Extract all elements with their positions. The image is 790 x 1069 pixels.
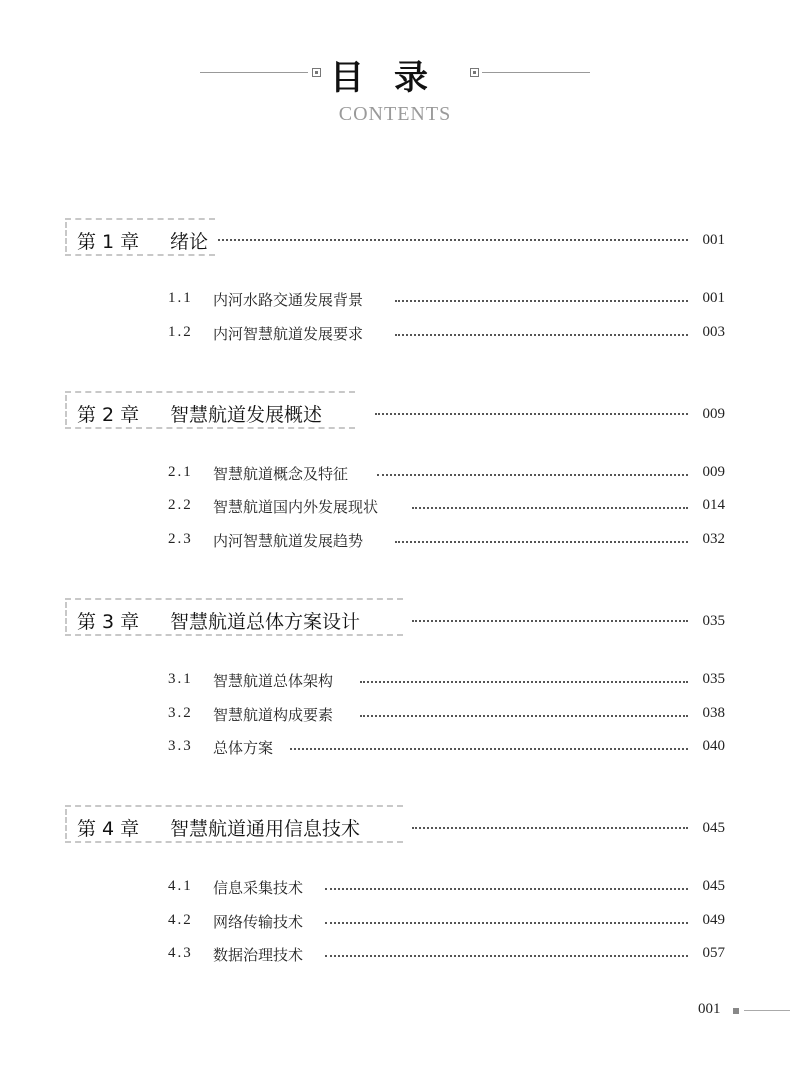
section-1-1-title: 内河水路交通发展背景: [213, 291, 364, 309]
section-2-1-number: 2.1: [168, 464, 193, 480]
chapter-2-leader: [375, 413, 688, 415]
section-2-2-number: 2.2: [168, 497, 193, 513]
chapter-3-number: 第 3 章: [77, 611, 140, 633]
section-4-1-page: 045: [702, 878, 725, 894]
chapter-1-page: 001: [702, 232, 725, 248]
section-1-2-number: 1.2: [168, 324, 193, 340]
section-2-2-page: 014: [702, 497, 725, 513]
section-4-2-leader: [325, 922, 688, 924]
section-2-3-page: 032: [702, 531, 725, 547]
chapter-3-page: 035: [702, 613, 725, 629]
folio-rule: [744, 1010, 790, 1011]
section-2-3-leader: [395, 541, 688, 543]
section-4-1-leader: [325, 888, 688, 890]
section-3-2-number: 3.2: [168, 705, 193, 721]
section-4-1-number: 4.1: [168, 878, 193, 894]
section-2-2-title: 智慧航道国内外发展现状: [213, 498, 379, 516]
section-4-3-number: 4.3: [168, 945, 193, 961]
page-number: 001: [698, 1001, 721, 1017]
chapter-4-leader: [412, 827, 688, 829]
chapter-2-number: 第 2 章: [77, 404, 140, 426]
chapter-1-number: 第 1 章: [77, 231, 140, 253]
chapter-4-number: 第 4 章: [77, 818, 140, 840]
section-3-3-page: 040: [702, 738, 725, 754]
section-1-1-leader: [395, 300, 688, 302]
section-1-2-title: 内河智慧航道发展要求: [213, 325, 364, 343]
section-3-2-leader: [360, 715, 688, 717]
page-title: 目录: [330, 58, 458, 98]
section-3-3-title: 总体方案: [213, 739, 274, 757]
chapter-4-page: 045: [702, 820, 725, 836]
section-3-1-leader: [360, 681, 688, 683]
section-4-3-title: 数据治理技术: [213, 946, 304, 964]
section-3-3-leader: [290, 748, 688, 750]
section-4-2-title: 网络传输技术: [213, 913, 304, 931]
chapter-1-leader: [218, 239, 688, 241]
section-2-1-leader: [377, 474, 688, 476]
section-3-2-title: 智慧航道构成要素: [213, 706, 334, 724]
section-3-1-title: 智慧航道总体架构: [213, 672, 334, 690]
section-1-2-page: 003: [702, 324, 725, 340]
chapter-2-title: 智慧航道发展概述: [170, 404, 323, 426]
section-1-1-page: 001: [702, 290, 725, 306]
section-2-1-page: 009: [702, 464, 725, 480]
section-2-3-title: 内河智慧航道发展趋势: [213, 532, 364, 550]
folio-square-icon: [733, 1008, 739, 1014]
page-subtitle: CONTENTS: [338, 103, 452, 125]
section-1-1-number: 1.1: [168, 290, 193, 306]
section-3-3-number: 3.3: [168, 738, 193, 754]
chapter-1-title: 绪论: [170, 231, 209, 253]
header-square-right-icon: [470, 68, 479, 77]
section-2-2-leader: [412, 507, 688, 509]
section-3-1-number: 3.1: [168, 671, 193, 687]
section-1-2-leader: [395, 334, 688, 336]
section-4-3-leader: [325, 955, 688, 957]
section-4-3-page: 057: [702, 945, 725, 961]
section-2-1-title: 智慧航道概念及特征: [213, 465, 349, 483]
section-4-1-title: 信息采集技术: [213, 879, 304, 897]
chapter-3-leader: [412, 620, 688, 622]
section-4-2-page: 049: [702, 912, 725, 928]
chapter-4-title: 智慧航道通用信息技术: [170, 818, 361, 840]
section-3-2-page: 038: [702, 705, 725, 721]
header-square-left-icon: [312, 68, 321, 77]
section-2-3-number: 2.3: [168, 531, 193, 547]
header-rule-left: [200, 72, 308, 73]
section-4-2-number: 4.2: [168, 912, 193, 928]
header-rule-right: [482, 72, 590, 73]
chapter-3-title: 智慧航道总体方案设计: [170, 611, 361, 633]
section-3-1-page: 035: [702, 671, 725, 687]
chapter-2-page: 009: [702, 406, 725, 422]
